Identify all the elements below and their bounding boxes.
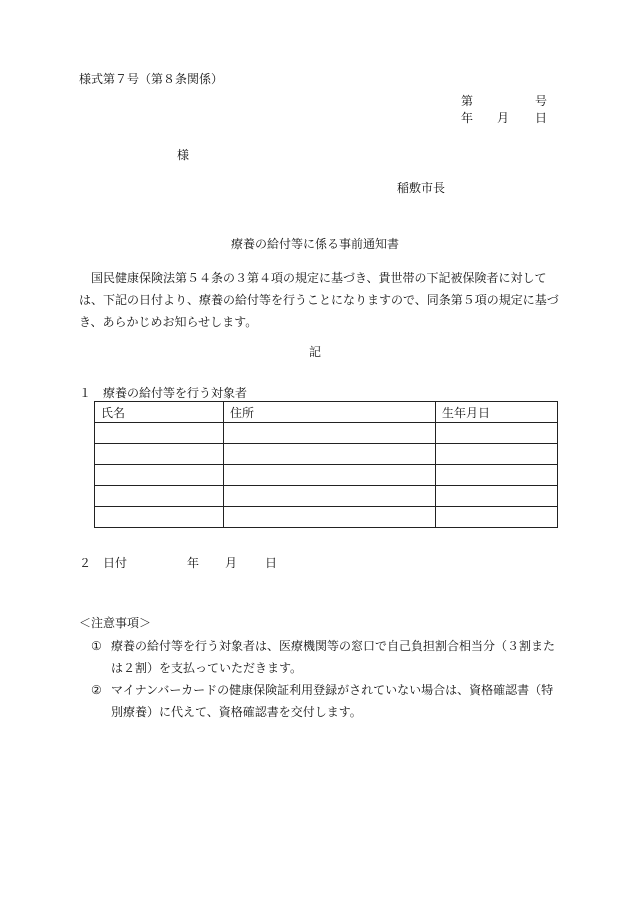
table-row bbox=[95, 465, 558, 486]
reference-number-prefix: 第 bbox=[461, 94, 474, 108]
cell-name bbox=[95, 507, 224, 528]
cell-birthdate bbox=[436, 423, 558, 444]
item-2-year: 年 bbox=[187, 556, 200, 570]
item-1-heading bbox=[79, 385, 247, 401]
header-birthdate: 生年月日 bbox=[436, 402, 558, 423]
cell-birthdate bbox=[436, 444, 558, 465]
table-row bbox=[95, 486, 558, 507]
cell-address bbox=[224, 444, 436, 465]
header-name: 氏名 bbox=[95, 402, 224, 423]
item-2-date bbox=[79, 555, 277, 571]
cell-address bbox=[224, 486, 436, 507]
header-address: 住所 bbox=[224, 402, 436, 423]
notes-title: ＜注意事項＞ bbox=[79, 616, 152, 630]
target-persons-table bbox=[94, 401, 558, 528]
note-1-text: 療養の給付等を行う対象者は、医療機関等の窓口で自己負担割合相当分（３割または２割）を支払っていただきます。 bbox=[111, 639, 556, 675]
item-2-number: ２ bbox=[79, 556, 92, 570]
cell-birthdate bbox=[436, 486, 558, 507]
document-title: 療養の給付等に係る事前通知書 bbox=[230, 237, 399, 251]
table-header-row bbox=[95, 402, 558, 423]
table-row bbox=[95, 507, 558, 528]
item-2-month: 月 bbox=[225, 556, 238, 570]
table-row bbox=[95, 444, 558, 465]
note-item bbox=[91, 635, 561, 679]
item-1-number: １ bbox=[79, 386, 92, 400]
note-2-text: マイナンバーカードの健康保険証利用登録がされていない場合は、資格確認書（特別療養）に代えて、資格確認書を交付します。 bbox=[111, 683, 554, 719]
item-2-label: 日付 bbox=[103, 556, 128, 570]
body-paragraph: 国民健康保険法第５４条の３第４項の規定に基づき、貴世帯の下記被保険者に対しては、下記の日付より、療養の給付等を行うことになりますので、同条第５項の規定に基づき、あらかじめお知らせします。 bbox=[79, 271, 559, 329]
note-item bbox=[91, 679, 561, 723]
issue-date-year: 年 bbox=[461, 111, 474, 125]
reference-number-suffix: 号 bbox=[535, 94, 548, 108]
issue-date-day: 日 bbox=[535, 111, 548, 125]
cell-birthdate bbox=[436, 465, 558, 486]
cell-name bbox=[95, 465, 224, 486]
addressee: 様 bbox=[177, 148, 190, 162]
note-2-mark: ② bbox=[91, 683, 102, 697]
note-1-mark: ① bbox=[91, 639, 102, 653]
cell-name bbox=[95, 486, 224, 507]
cell-address bbox=[224, 465, 436, 486]
ki-heading: 記 bbox=[308, 345, 321, 359]
form-number: 様式第７号（第８条関係） bbox=[79, 72, 224, 86]
cell-name bbox=[95, 444, 224, 465]
item-1-label: 療養の給付等を行う対象者 bbox=[103, 386, 248, 400]
item-2-day: 日 bbox=[265, 556, 278, 570]
cell-birthdate bbox=[436, 507, 558, 528]
table-row bbox=[95, 423, 558, 444]
cell-name bbox=[95, 423, 224, 444]
cell-address bbox=[224, 423, 436, 444]
cell-address bbox=[224, 507, 436, 528]
sender: 稲敷市長 bbox=[397, 181, 446, 195]
issue-date-month: 月 bbox=[497, 111, 510, 125]
